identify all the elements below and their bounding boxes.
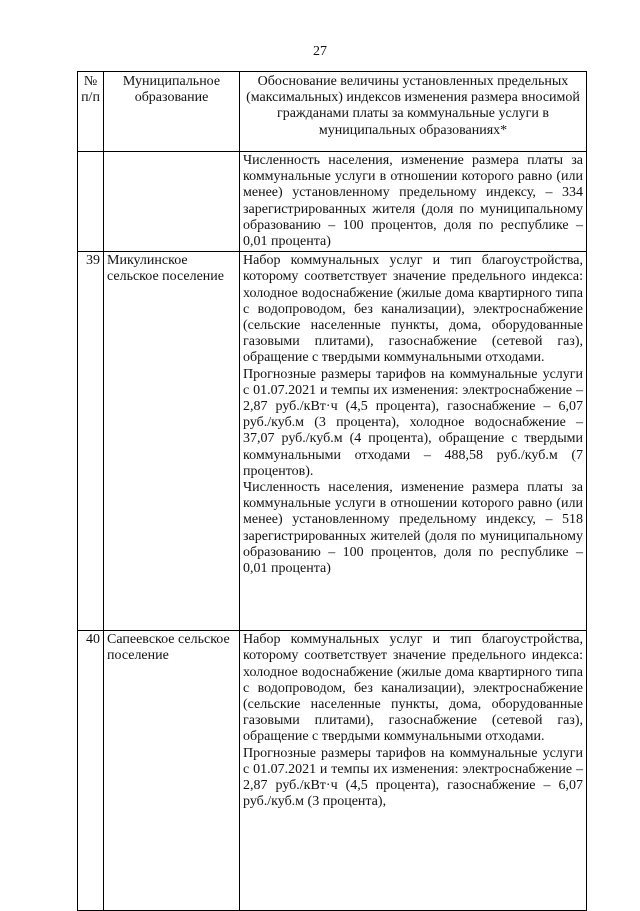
row-justification [240, 252, 587, 631]
header-municipality: Муниципальное образование [104, 72, 240, 152]
row-number: 39 [78, 252, 104, 631]
paragraph-population: Численность населения, изменение размера платы за коммунальные услуги в отношении которого равно (или менее) установленному предельному индексу, – 518 зарегистрированных жителей (доля по муниципальному образованию – 100 процентов, доля по республике – 0,01 процента) [243, 480, 583, 577]
row-municipality: Сапеевское сельское поселение [104, 631, 240, 911]
header-number: № п/п [78, 72, 104, 152]
paragraph-population: Численность населения, изменение размера платы за коммунальные услуги в отношении которого равно (или менее) установленному предельному индексу, – 334 зарегистрированных жителя (доля по муниципальному образованию – 100 процентов, доля по республике – 0,01 процента) [243, 153, 583, 250]
row-municipality: Микулинское сельское поселение [104, 252, 240, 631]
row-number: 40 [78, 631, 104, 911]
row-municipality [104, 152, 240, 252]
page-number: 27 [313, 44, 327, 59]
table-header-row [78, 72, 587, 152]
row-justification [240, 152, 587, 252]
paragraph-services: Набор коммунальных услуг и тип благоустройства, которому соответствует значение предельного индекса: холодное водоснабжение (жилые дома квартирного типа с водопроводом, без канализации), электроснабжение (сельские населенные пункты, дома, оборудованные газовыми плитами), газоснабжение (сетевой газ), обращение с твердыми коммунальными отходами. [243, 632, 583, 745]
paragraph-tariffs: Прогнозные размеры тарифов на коммунальные услуги с 01.07.2021 и темпы их изменения: электроснабжение – 2,87 руб./кВт·ч (4,5 процента), газоснабжение – 6,07 руб./куб.м (3 процента), [243, 745, 583, 810]
row-number [78, 152, 104, 252]
paragraph-tariffs: Прогнозные размеры тарифов на коммунальные услуги с 01.07.2021 и темпы их изменения: электроснабжение – 2,87 руб./кВт·ч (4,5 процента), газоснабжение – 6,07 руб./куб.м (3 процента), холодное водоснабжение – 37,07 руб./куб.м (4 процента), обращение с твердыми коммунальными отходами – 488,58 руб./куб.м (7 процентов). [243, 366, 583, 479]
table-row [78, 631, 587, 911]
index-table [77, 71, 587, 911]
table-row [78, 252, 587, 631]
paragraph-services: Набор коммунальных услуг и тип благоустройства, которому соответствует значение предельного индекса: холодное водоснабжение (жилые дома квартирного типа с водопроводом, без канализации), электроснабжение (сельские населенные пункты, дома, оборудованные газовыми плитами), газоснабжение (сетевой газ), обращение с твердыми коммунальными отходами. [243, 253, 583, 366]
header-justification: Обоснование величины установленных предельных (максимальных) индексов изменения размера вносимой гражданами платы за коммунальные услуги в муниципальных образованиях* [240, 72, 587, 152]
table-row [78, 152, 587, 252]
row-justification [240, 631, 587, 911]
